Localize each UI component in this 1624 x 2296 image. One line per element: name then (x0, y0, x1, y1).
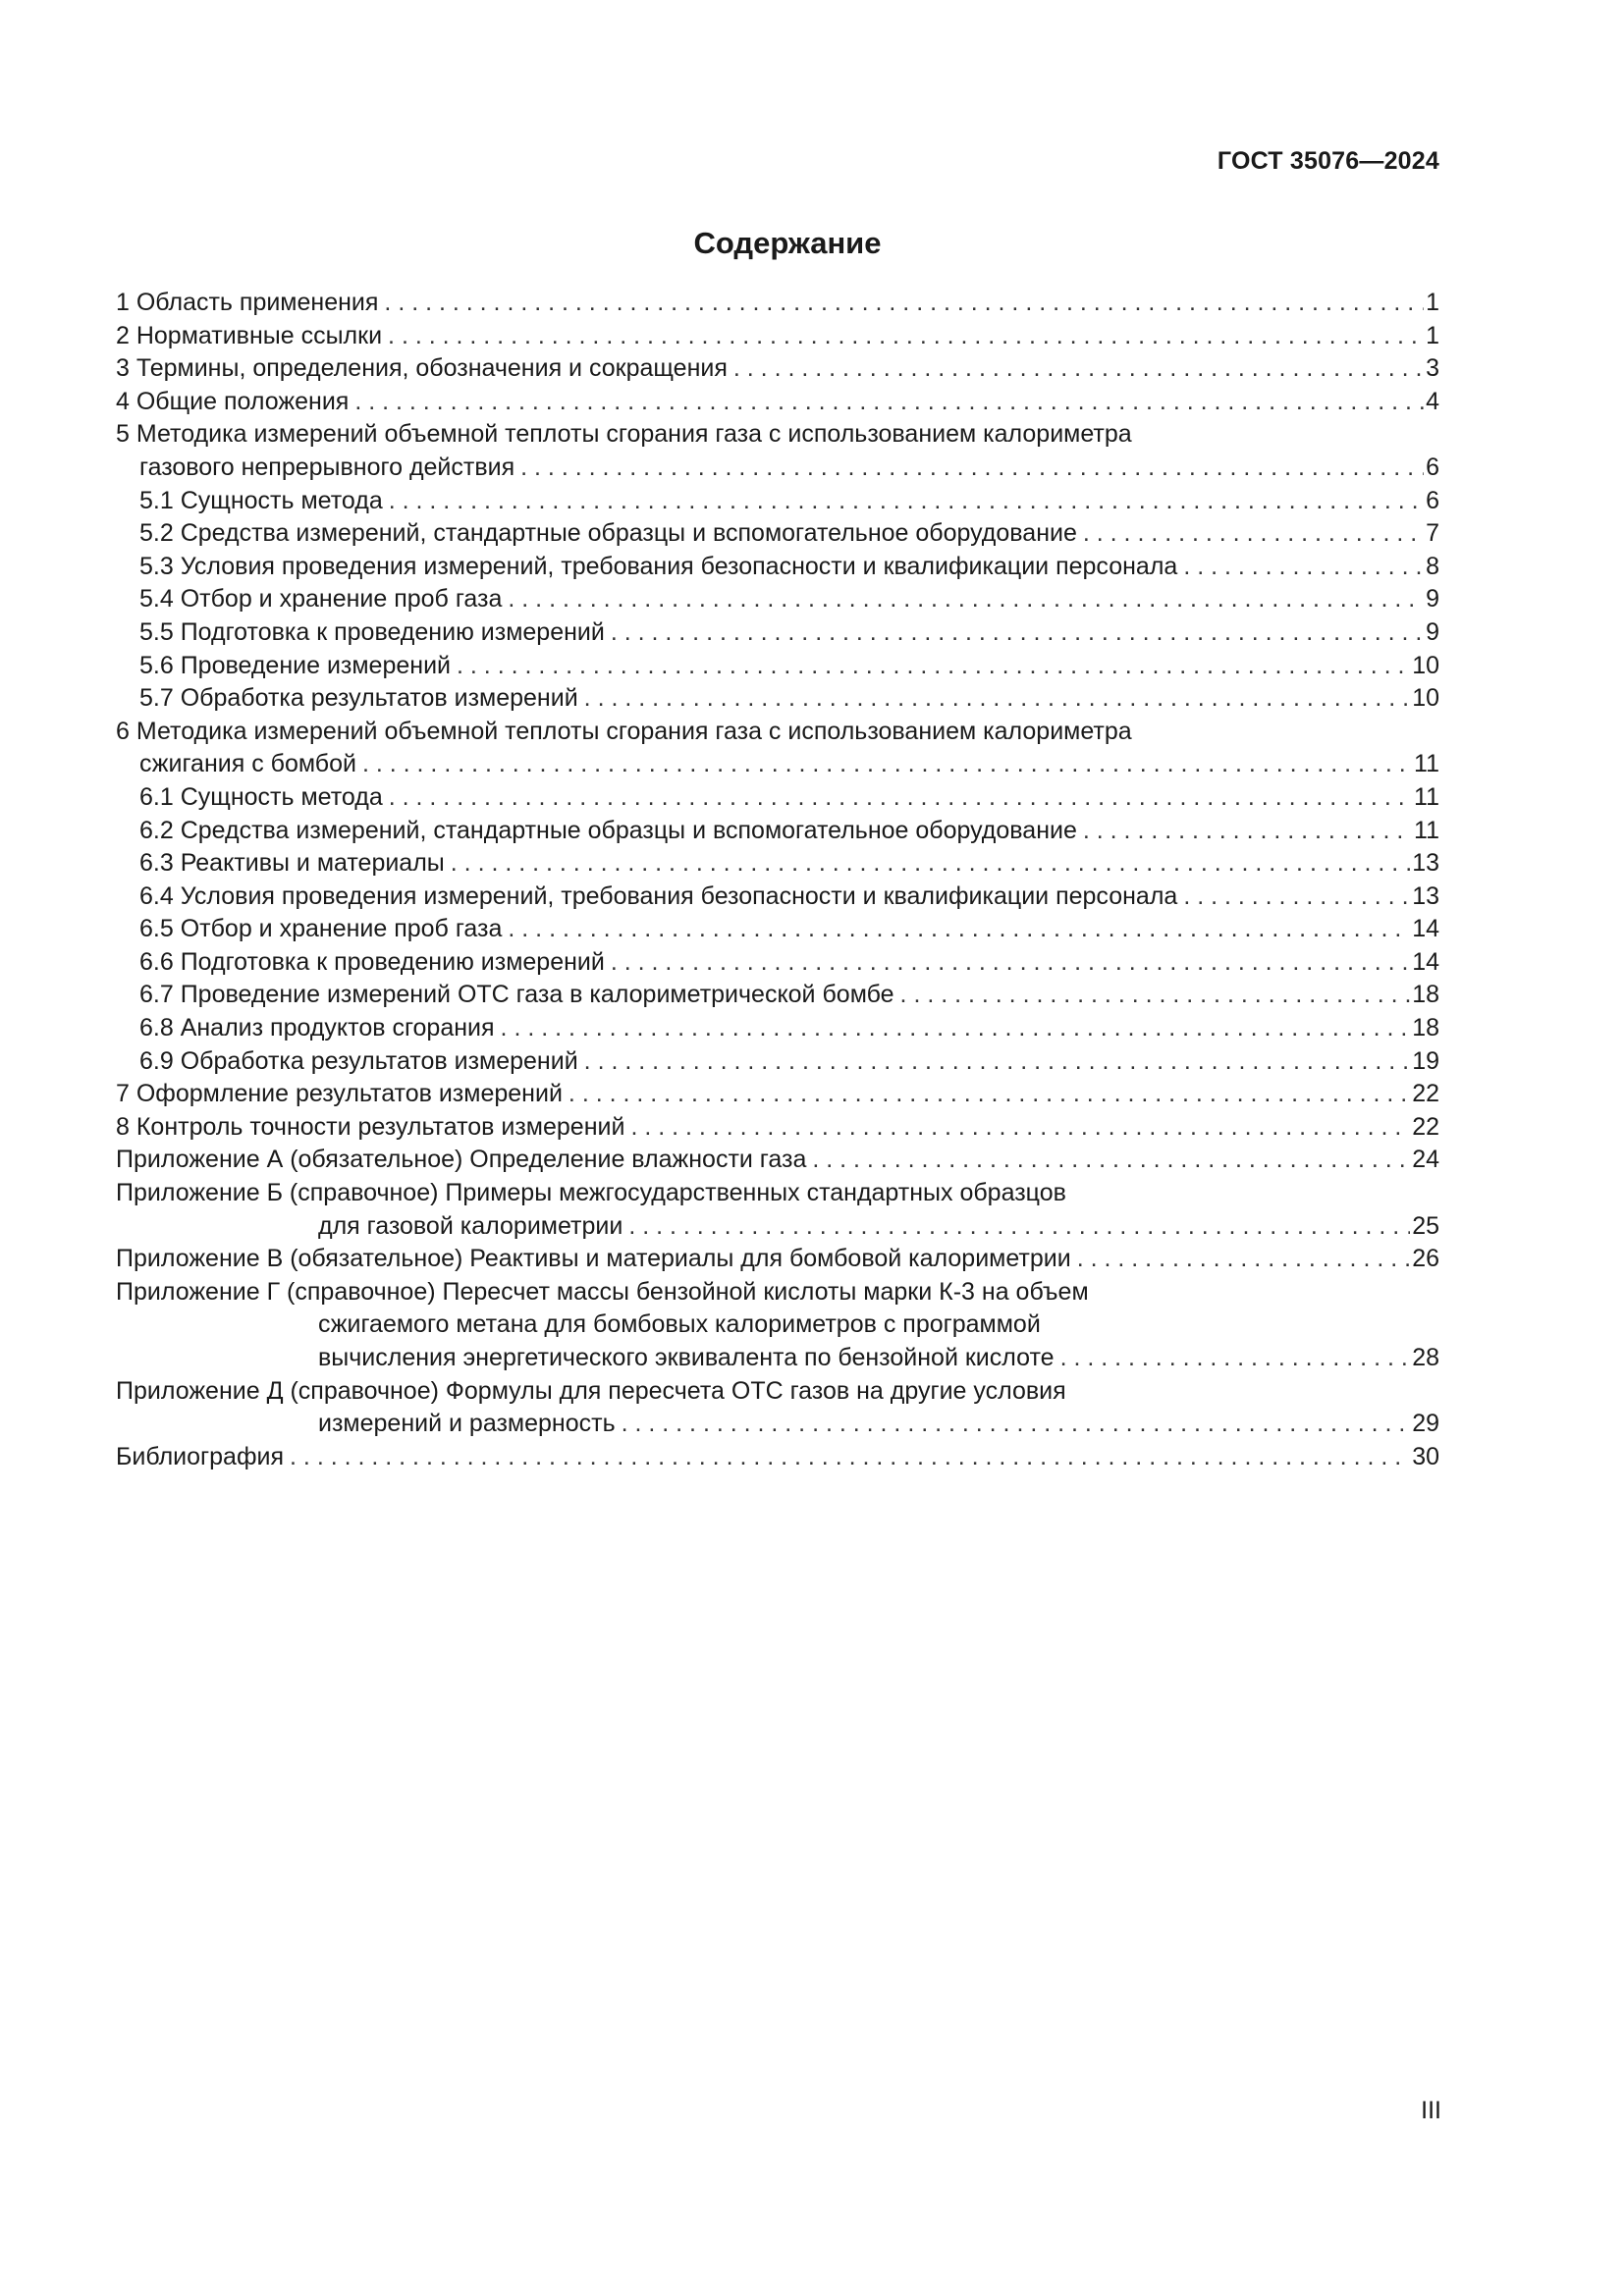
dot-leader (630, 1111, 1410, 1145)
toc-entry-page: 4 (1426, 387, 1439, 415)
toc-entry[interactable] (116, 352, 1439, 386)
toc-entry-page: 1 (1426, 289, 1439, 316)
toc-entry[interactable] (116, 1078, 1439, 1111)
toc-entry[interactable] (116, 1045, 1439, 1079)
dot-leader (584, 682, 1411, 716)
toc-entry[interactable] (116, 1276, 1439, 1309)
toc-entry-title: 6.4 Условия проведения измерений, требования безопасности и квалификации персонала (139, 881, 1178, 910)
dot-leader (622, 1408, 1411, 1441)
toc-entry-title: 2 Нормативные ссылки (116, 321, 383, 349)
dot-leader (389, 781, 1412, 815)
toc-entry[interactable] (116, 1342, 1439, 1375)
dot-leader (354, 386, 1424, 419)
dot-leader (1077, 1243, 1410, 1276)
toc-entry[interactable] (116, 287, 1439, 320)
toc-entry[interactable] (116, 979, 1439, 1012)
toc-entry-title: Приложение Б (справочное) Примеры межгосударственных стандартных образцов (116, 1179, 1066, 1207)
toc-entry-page: 26 (1412, 1245, 1439, 1273)
toc-entry-page: 9 (1426, 617, 1439, 646)
dot-leader (1183, 881, 1410, 914)
toc-entry-title: 5.1 Сущность метода (139, 486, 383, 514)
toc-entry-title: Приложение Г (справочное) Пересчет массы бензойной кислоты марки К-3 на объем (116, 1277, 1089, 1306)
dot-leader (508, 583, 1424, 616)
toc-entry-title: 6.5 Отбор и хранение проб газа (139, 915, 503, 943)
toc-entry-page: 11 (1414, 816, 1439, 844)
dot-leader (388, 320, 1424, 353)
toc-entry[interactable] (116, 452, 1439, 485)
toc-entry[interactable] (116, 1308, 1439, 1342)
toc-entry-page: 19 (1412, 1046, 1439, 1075)
toc-entry-title: 5.4 Отбор и хранение проб газа (139, 585, 503, 614)
toc-entry-page: 13 (1412, 849, 1439, 878)
toc-entry[interactable] (116, 517, 1439, 551)
dot-leader (1183, 551, 1424, 584)
dot-leader (520, 452, 1424, 485)
toc-entry-page: 18 (1412, 1014, 1439, 1042)
toc-entry[interactable] (116, 1012, 1439, 1045)
toc-entry[interactable] (116, 1177, 1439, 1210)
toc-entry[interactable] (116, 1441, 1439, 1474)
dot-leader (389, 485, 1424, 518)
toc-entry-page: 10 (1412, 651, 1439, 679)
toc-entry[interactable] (116, 881, 1439, 914)
dot-leader (290, 1441, 1410, 1474)
toc-entry[interactable] (116, 485, 1439, 518)
toc-entry-page: 14 (1412, 915, 1439, 943)
toc-entry-title: измерений и размерность (318, 1410, 616, 1438)
dot-leader (384, 287, 1424, 320)
toc-entry[interactable] (116, 1243, 1439, 1276)
toc-entry-page: 6 (1426, 486, 1439, 514)
toc-entry[interactable] (116, 1408, 1439, 1441)
toc-entry-title: 5.3 Условия проведения измерений, требования безопасности и квалификации персонала (139, 552, 1178, 580)
toc-entry-page: 13 (1412, 881, 1439, 910)
toc-entry-title: Приложение А (обязательное) Определение влажности газа (116, 1146, 807, 1174)
toc-entry-page: 22 (1412, 1112, 1439, 1141)
dot-leader (362, 748, 1412, 781)
toc-entry[interactable] (116, 551, 1439, 584)
toc-entry-page: 14 (1412, 947, 1439, 976)
toc-entry-title: для газовой калориметрии (318, 1211, 623, 1240)
dot-leader (1083, 517, 1424, 551)
dot-leader (900, 979, 1411, 1012)
toc-entry[interactable] (116, 913, 1439, 946)
toc-entry-page: 24 (1412, 1146, 1439, 1174)
dot-leader (584, 1045, 1411, 1079)
dot-leader (508, 913, 1410, 946)
dot-leader (611, 946, 1410, 980)
toc-entry[interactable] (116, 1375, 1439, 1409)
toc-entry-title: 5.2 Средства измерений, стандартные образцы и вспомогательное оборудование (139, 519, 1077, 548)
toc-entry-title: газового непрерывного действия (139, 453, 515, 481)
toc-entry-page: 30 (1412, 1442, 1439, 1470)
dot-leader (611, 616, 1424, 650)
toc-entry-title: вычисления энергетического эквивалента по бензойной кислоте (318, 1344, 1055, 1371)
toc-entry-page: 7 (1426, 519, 1439, 548)
toc-entry[interactable] (116, 1111, 1439, 1145)
toc-entry-title: 1 Область применения (116, 289, 379, 316)
toc-entry-title: 5.6 Проведение измерений (139, 651, 452, 679)
toc-entry-title: 6.7 Проведение измерений ОТС газа в калориметрической бомбе (139, 981, 894, 1009)
dot-leader (501, 1012, 1411, 1045)
toc-entry-page: 9 (1426, 585, 1439, 614)
dot-leader (568, 1078, 1410, 1111)
toc-entry[interactable] (116, 583, 1439, 616)
dot-leader (1083, 815, 1412, 848)
toc-entry[interactable] (116, 616, 1439, 650)
toc-entry[interactable] (116, 320, 1439, 353)
toc-entry[interactable] (116, 847, 1439, 881)
toc-entry[interactable] (116, 815, 1439, 848)
toc-entry-title: 6.3 Реактивы и материалы (139, 849, 445, 878)
toc-entry-page: 8 (1426, 552, 1439, 580)
toc-entry[interactable] (116, 682, 1439, 716)
toc-title: Содержание (693, 226, 882, 260)
toc-entry-title: 8 Контроль точности результатов измерений (116, 1112, 625, 1141)
toc-entry-title: сжигания с бомбой (139, 750, 356, 778)
toc-entry[interactable] (116, 418, 1439, 452)
toc-entry[interactable] (116, 1144, 1439, 1177)
toc-entry-page: 1 (1426, 321, 1439, 349)
toc-entry-page: 29 (1412, 1410, 1439, 1438)
document-code: ГОСТ 35076—2024 (1217, 147, 1439, 175)
toc-entry[interactable] (116, 946, 1439, 980)
toc-entry-page: 11 (1414, 750, 1439, 778)
toc-entry-page: 25 (1412, 1211, 1439, 1240)
toc-entry-page: 6 (1426, 453, 1439, 481)
toc-entry-title: Приложение В (обязательное) Реактивы и материалы для бомбовой калориметрии (116, 1245, 1071, 1273)
toc-entry[interactable] (116, 386, 1439, 419)
toc-entry-title: 6.2 Средства измерений, стандартные образцы и вспомогательное оборудование (139, 816, 1077, 844)
dot-leader (457, 650, 1410, 683)
toc-entry-title: 5 Методика измерений объемной теплоты сгорания газа с использованием калориметра (116, 420, 1132, 449)
toc-entry-title: 6.9 Обработка результатов измерений (139, 1046, 578, 1075)
toc-entry-title: Библиография (116, 1442, 285, 1470)
dot-leader (812, 1144, 1410, 1177)
dot-leader (1060, 1342, 1411, 1375)
toc-entry-title: 6.1 Сущность метода (139, 782, 383, 811)
dot-leader (733, 352, 1424, 386)
toc-entry-title: Приложение Д (справочное) Формулы для пересчета ОТС газов на другие условия (116, 1376, 1066, 1405)
toc-entry-page: 18 (1412, 981, 1439, 1009)
toc-entry-title: 4 Общие положения (116, 387, 350, 415)
toc-entry-title: 7 Оформление результатов измерений (116, 1080, 563, 1108)
toc-entry-title: 5.5 Подготовка к проведению измерений (139, 617, 605, 646)
toc-entry-page: 3 (1426, 354, 1439, 383)
toc-entry-page: 10 (1412, 684, 1439, 713)
toc-entry-title: 5.7 Обработка результатов измерений (139, 684, 578, 713)
toc-entry-page: 22 (1412, 1080, 1439, 1108)
toc-entry-title: 6.6 Подготовка к проведению измерений (139, 947, 605, 976)
page-number: III (1421, 2097, 1441, 2124)
toc-entry[interactable] (116, 716, 1439, 749)
toc-entry-title: 6.8 Анализ продуктов сгорания (139, 1014, 495, 1042)
toc-entry-page: 11 (1414, 782, 1439, 811)
toc-entry-title: 6 Методика измерений объемной теплоты сгорания газа с использованием калориметра (116, 717, 1132, 745)
toc-entry-page: 28 (1412, 1344, 1439, 1371)
toc-entry[interactable] (116, 1210, 1439, 1244)
toc-entry[interactable] (116, 748, 1439, 781)
toc-entry-title: 3 Термины, определения, обозначения и сокращения (116, 354, 728, 383)
table-of-contents (116, 287, 1439, 1473)
dot-leader (628, 1210, 1410, 1244)
toc-entry-title: сжигаемого метана для бомбовых калориметров с программой (318, 1310, 1041, 1339)
toc-entry[interactable] (116, 781, 1439, 815)
dot-leader (451, 847, 1410, 881)
toc-entry[interactable] (116, 650, 1439, 683)
